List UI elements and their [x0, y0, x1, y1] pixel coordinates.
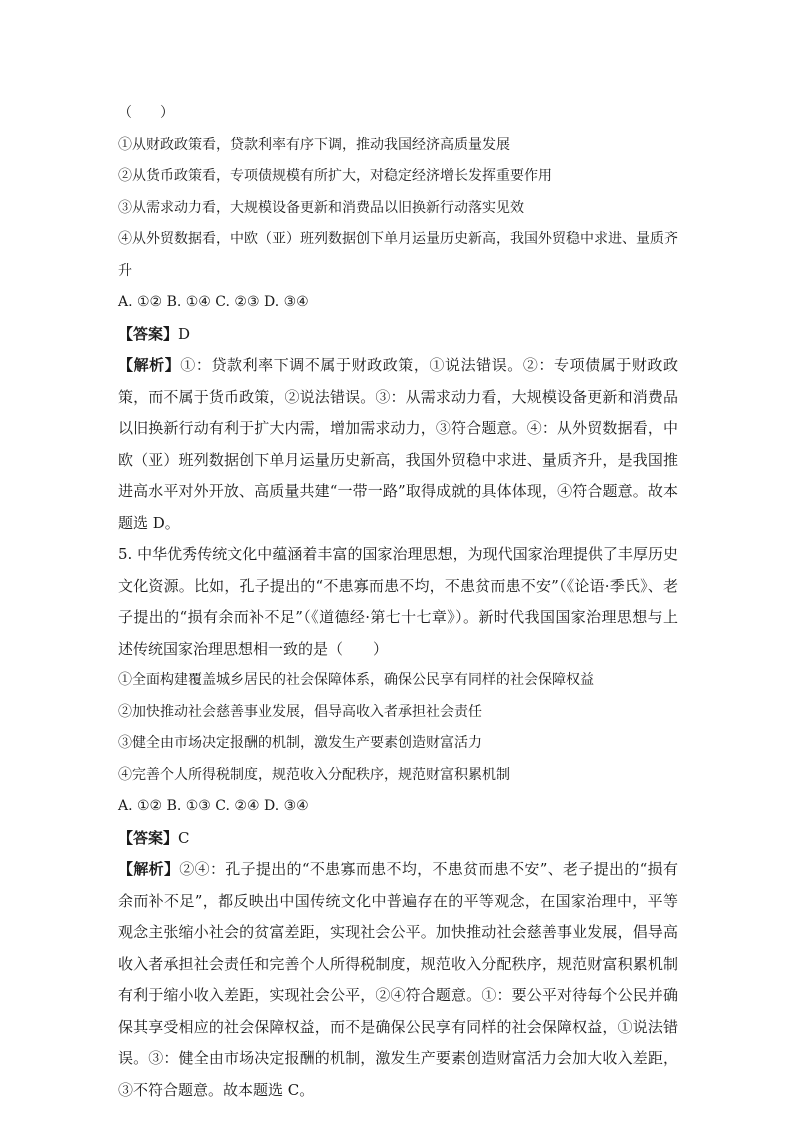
q5-stem: 5. 中华优秀传统文化中蕴涵着丰富的国家治理思想，为现代国家治理提供了丰厚历史文化资源。比如，孔子提出的“不患寡而患不均，不患贫而患不安”（《论语·季氏》、老子提出的“损有余而补不足”（《道德经·第七十七章》）。新时代我国国家治理思想与上述传统国家治理思想相一致的是（ ） [118, 545, 678, 658]
q4-answer [118, 319, 678, 351]
q5-option-3: ③健全由市场决定报酬的机制，激发生产要素创造财富活力 [118, 735, 482, 751]
q4-analysis-text: ①：贷款利率下调不属于财政政策，①说法错误。②：专项债属于财政政策，而不属于货币政策，②说法错误。③：从需求动力看，大规模设备更新和消费品以旧换新行动有利于扩大内需，增加需求动力，③符合题意。④：从外贸数据看，中欧（亚）班列数据创下单月运量历史新高，我国外贸稳中求进、量质齐升，是我国推进高水平对外开放、高质量共建“一带一路”取得成就的具体体现，④符合题意。故本题选 D。 [118, 356, 678, 532]
q4-answer-value: D [178, 324, 191, 343]
q5-answer [118, 823, 678, 855]
q4-analysis [118, 350, 678, 539]
q5-option-1: ①全面构建覆盖城乡居民的社会保障体系，确保公民享有同样的社会保障权益 [118, 672, 594, 688]
q5-option-2: ②加快推动社会慈善事业发展，倡导高收入者承担社会责任 [118, 703, 482, 720]
q5-analysis-text: ②④：孔子提出的“不患寡而患不均，不患贫而患不安”、老子提出的“损有余而补不足”，都反映出中国传统文化中普遍存在的平等观念，在国家治理中，平等观念主张缩小社会的贫富差距，实现社会公平。加快推动社会慈善事业发展，倡导高收入者承担社会责任和完善个人所得税制度，规范收入分配秩序，规范财富积累机制有利于缩小收入差距，实现社会公平，②④符合题意。①：要公平对待每个公民并确保其享受相应的社会保障权益，而不是确保公民享有同样的社会保障权益，①说法错误。③：健全由市场决定报酬的机制，激发生产要素创造财富活力会加大收入差距，③不符合题意。故本题选 C。 [118, 860, 678, 1099]
q4-analysis-label: 【解析】 [118, 356, 181, 374]
q5-answer-label: 【答案】 [118, 828, 179, 847]
q4-option-2: ②从货币政策看，专项债规模有所扩大，对稳定经济增长发挥重要作用 [118, 168, 552, 184]
q5-analysis-label: 【解析】 [118, 860, 180, 878]
q5-answer-value: C [178, 828, 190, 847]
q4-answer-label: 【答案】 [118, 324, 179, 343]
q4-stem-tail: （ ） [118, 105, 174, 121]
q5-analysis [118, 854, 678, 1106]
q4-option-4: ④从外贸数据看，中欧（亚）班列数据创下单月运量历史新高，我国外贸稳中求进、量质齐升 [118, 231, 678, 279]
q5-option-4: ④完善个人所得税制度，规范收入分配秩序，规范财富积累机制 [118, 766, 510, 783]
q4-choices: A. ①② B. ①④ C. ②③ D. ③④ [118, 294, 309, 310]
q4-option-1: ①从财政政策看，贷款利率有序下调，推动我国经济高质量发展 [118, 136, 510, 153]
q4-option-3: ③从需求动力看，大规模设备更新和消费品以旧换新行动落实见效 [118, 199, 524, 216]
document-page [118, 98, 678, 1106]
q5-choices: A. ①② B. ①③ C. ②④ D. ③④ [118, 798, 309, 814]
